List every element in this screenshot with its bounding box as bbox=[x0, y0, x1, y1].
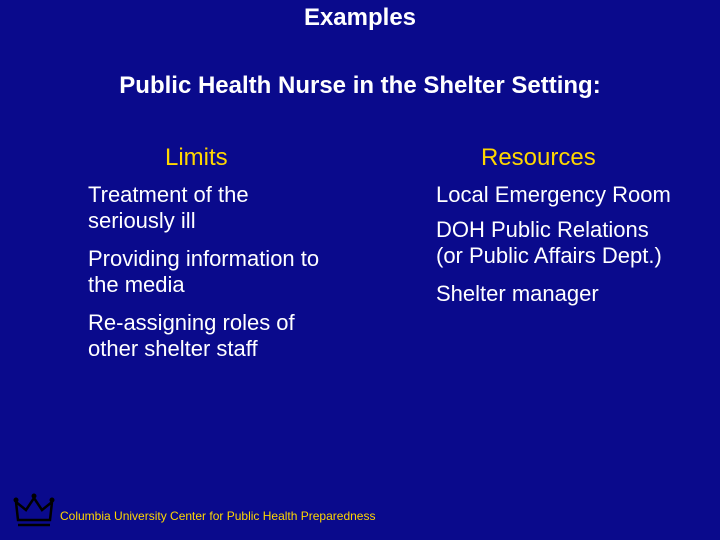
resources-item-line: DOH Public Relations bbox=[436, 217, 649, 242]
limits-item-media bbox=[88, 246, 319, 298]
limits-item-line: Providing information to bbox=[88, 246, 320, 271]
limits-item-line: other shelter staff bbox=[88, 336, 258, 361]
limits-heading: Limits bbox=[165, 144, 228, 171]
footer-text: Columbia University Center for Public Health Preparedness bbox=[60, 509, 376, 523]
resources-item-shelter-manager bbox=[436, 281, 599, 307]
limits-item-line: Treatment of the bbox=[88, 182, 249, 207]
resources-item-public-relations bbox=[436, 217, 662, 269]
crown-icon bbox=[12, 490, 56, 530]
limits-item-roles bbox=[88, 310, 295, 362]
limits-item-line: seriously ill bbox=[88, 208, 196, 233]
slide-title: Examples bbox=[303, 4, 417, 31]
resources-heading: Resources bbox=[481, 144, 596, 171]
slide-subtitle: Public Health Nurse in the Shelter Setting: bbox=[119, 72, 601, 99]
resources-item-line: (or Public Affairs Dept.) bbox=[436, 243, 662, 268]
limits-item-line: Re-assigning roles of bbox=[88, 310, 295, 335]
resources-item-line: Shelter manager bbox=[436, 281, 599, 306]
resources-item-emergency-room bbox=[436, 182, 671, 208]
limits-item-treatment bbox=[88, 182, 249, 234]
limits-item-line: the media bbox=[88, 272, 185, 297]
resources-item-line: Local Emergency Room bbox=[436, 182, 671, 207]
